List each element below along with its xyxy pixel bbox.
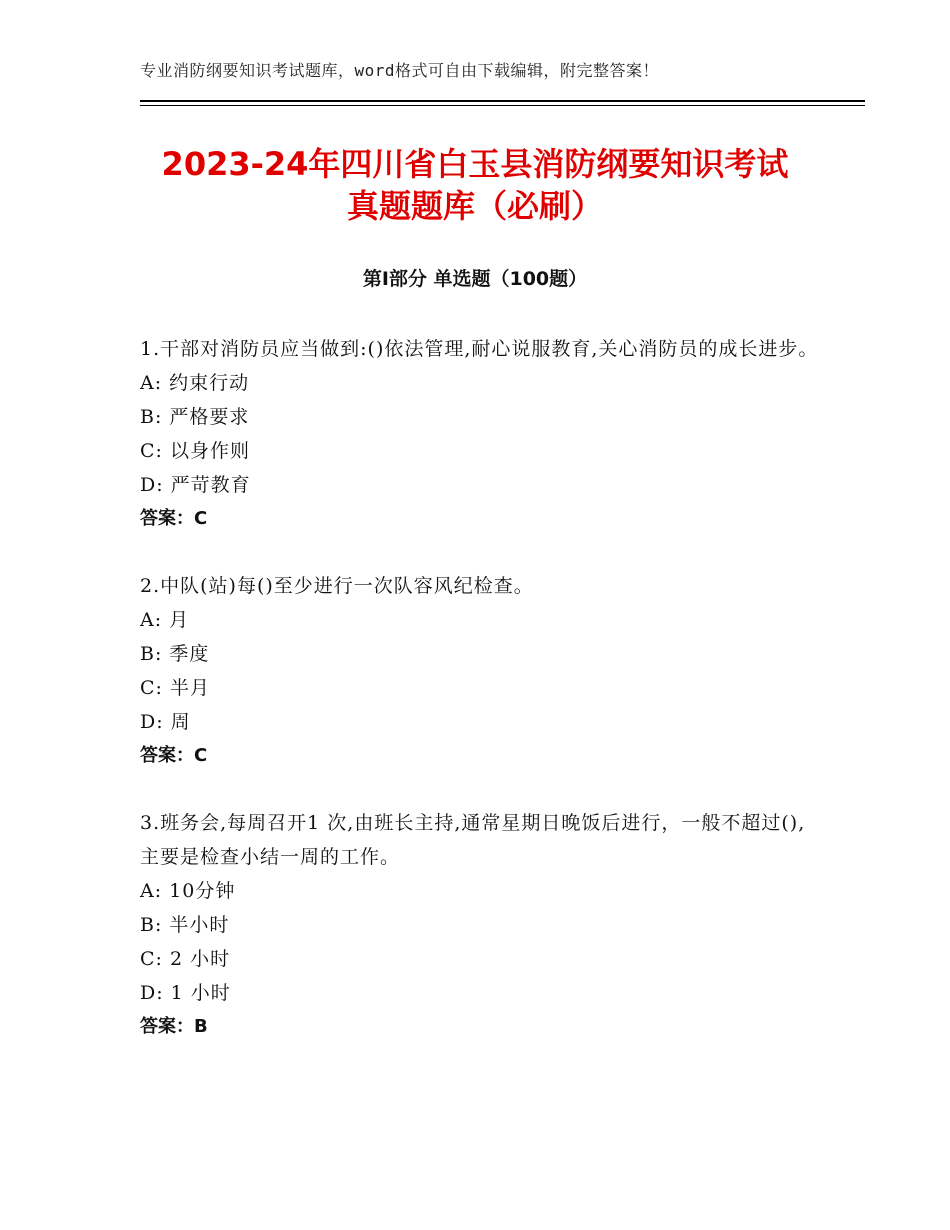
option-b: B: 季度 — [140, 643, 210, 665]
option-c: C: 2 小时 — [140, 948, 231, 970]
option-a: A: 10分钟 — [140, 880, 236, 902]
question-answer: 答案：C — [140, 745, 208, 766]
header-rule-thick — [140, 100, 865, 102]
option-c: C: 半月 — [140, 677, 210, 699]
question-stem: 1.干部对消防员应当做到:()依法管理,耐心说服教育,关心消防员的成长进步。 — [140, 338, 819, 360]
option-d: D: 严苛教育 — [140, 474, 251, 496]
question-list — [140, 332, 820, 1044]
question-3 — [140, 806, 820, 1044]
title-line-1: 2023-24年四川省白玉县消防纲要知识考试 — [161, 145, 789, 183]
question-gap — [140, 536, 820, 569]
option-a: A: 月 — [140, 609, 190, 631]
option-b: B: 严格要求 — [140, 406, 250, 428]
header-note: 专业消防纲要知识考试题库，word格式可自由下载编辑，附完整答案！ — [140, 61, 660, 80]
option-b: B: 半小时 — [140, 914, 230, 936]
question-stem: 2.中队(站)每()至少进行一次队容风纪检查。 — [140, 575, 534, 597]
question-answer: 答案：B — [140, 1016, 208, 1037]
question-stem: 3.班务会,每周召开1 次,由班长主持,通常星期日晚饭后进行，一般不超过(),主要是检查小结一周的工作。 — [140, 812, 806, 868]
section-heading: 第Ⅰ部分 单选题（100题） — [362, 268, 588, 290]
document-title — [100, 143, 850, 227]
question-2 — [140, 569, 820, 773]
question-answer: 答案：C — [140, 508, 208, 529]
option-d: D: 1 小时 — [140, 982, 231, 1004]
question-1 — [140, 332, 820, 536]
option-c: C: 以身作则 — [140, 440, 250, 462]
title-line-2: 真题题库（必刷） — [346, 187, 603, 225]
question-gap — [140, 773, 820, 806]
option-d: D: 周 — [140, 711, 191, 733]
option-a: A: 约束行动 — [140, 372, 250, 394]
header-rule-thin — [140, 105, 865, 106]
